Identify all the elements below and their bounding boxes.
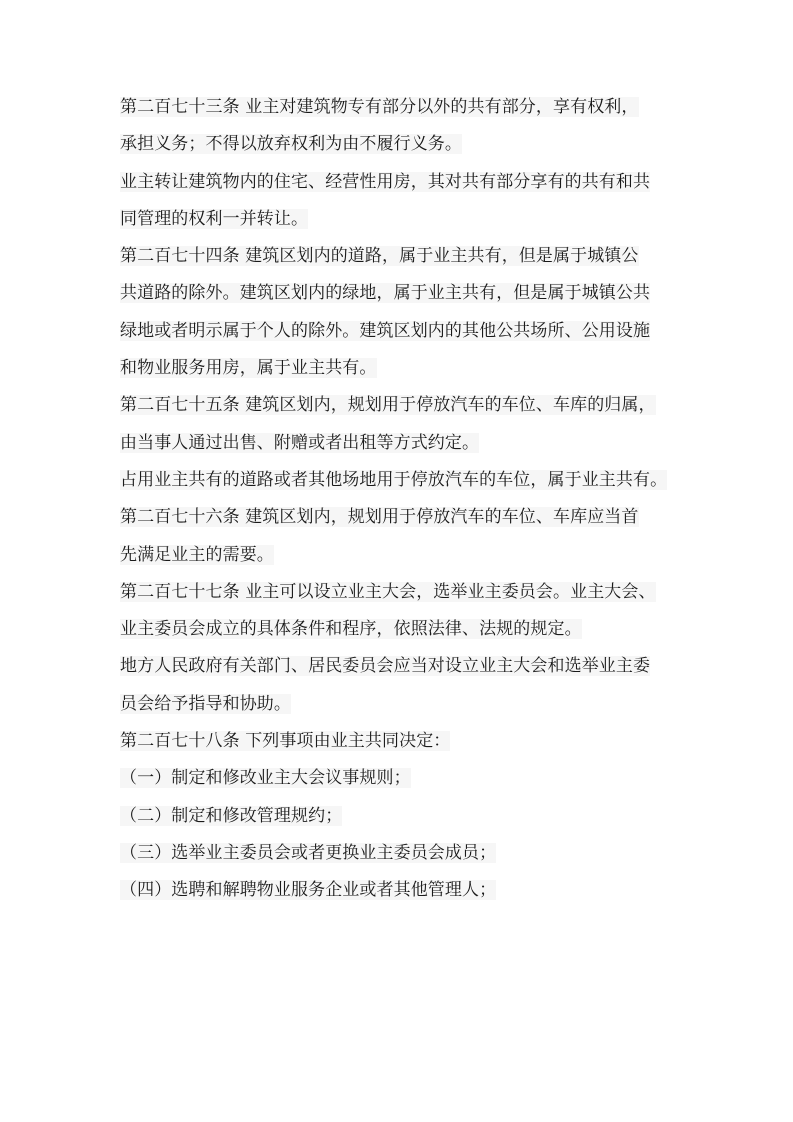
text-line: 绿地或者明示属于个人的除外。建筑区划内的其他公共场所、公用设施 (120, 320, 651, 341)
text-line: 先满足业主的需要。 (120, 544, 274, 565)
text-line: 和物业服务用房，属于业主共有。 (120, 358, 377, 379)
text-line: 占用业主共有的道路或者其他场地用于停放汽车的车位，属于业主共有。 (120, 469, 668, 490)
text-line: （一）制定和修改业主大会议事规则； (120, 768, 411, 789)
text-line: 业主转让建筑物内的住宅、经营性用房，其对共有部分享有的共有和共 (120, 171, 651, 192)
text-line: （四）选聘和解聘物业服务企业或者其他管理人； (120, 880, 497, 901)
text-line: 第二百七十八条 下列事项由业主共同决定： (120, 731, 451, 752)
text-line: 由当事人通过出售、附赠或者出租等方式约定。 (120, 432, 480, 453)
text-line: 业主委员会成立的具体条件和程序，依照法律、法规的规定。 (120, 619, 582, 640)
text-line: 员会给予指导和协助。 (120, 693, 291, 714)
text-line: 第二百七十七条 业主可以设立业主大会，选举业主委员会。业主大会、 (120, 581, 656, 602)
text-line: 共道路的除外。建筑区划内的绿地，属于业主共有，但是属于城镇公共 (120, 283, 651, 304)
text-line: 第二百七十四条 建筑区划内的道路，属于业主共有，但是属于城镇公 (120, 246, 639, 267)
text-line: 第二百七十六条 建筑区划内，规划用于停放汽车的车位、车库应当首 (120, 507, 639, 528)
text-line: 地方人民政府有关部门、居民委员会应当对设立业主大会和选举业主委 (120, 656, 651, 677)
text-line: （三）选举业主委员会或者更换业主委员会成员； (120, 842, 497, 863)
document-body (120, 98, 700, 919)
text-line: 承担义务；不得以放弃权利为由不履行义务。 (120, 134, 462, 155)
text-line: 第二百七十五条 建筑区划内，规划用于停放汽车的车位、车库的归属， (120, 395, 656, 416)
text-line: 同管理的权利一并转让。 (120, 208, 309, 229)
text-line: （二）制定和修改管理规约； (120, 805, 343, 826)
text-line: 第二百七十三条 业主对建筑物专有部分以外的共有部分，享有权利， (120, 97, 639, 117)
